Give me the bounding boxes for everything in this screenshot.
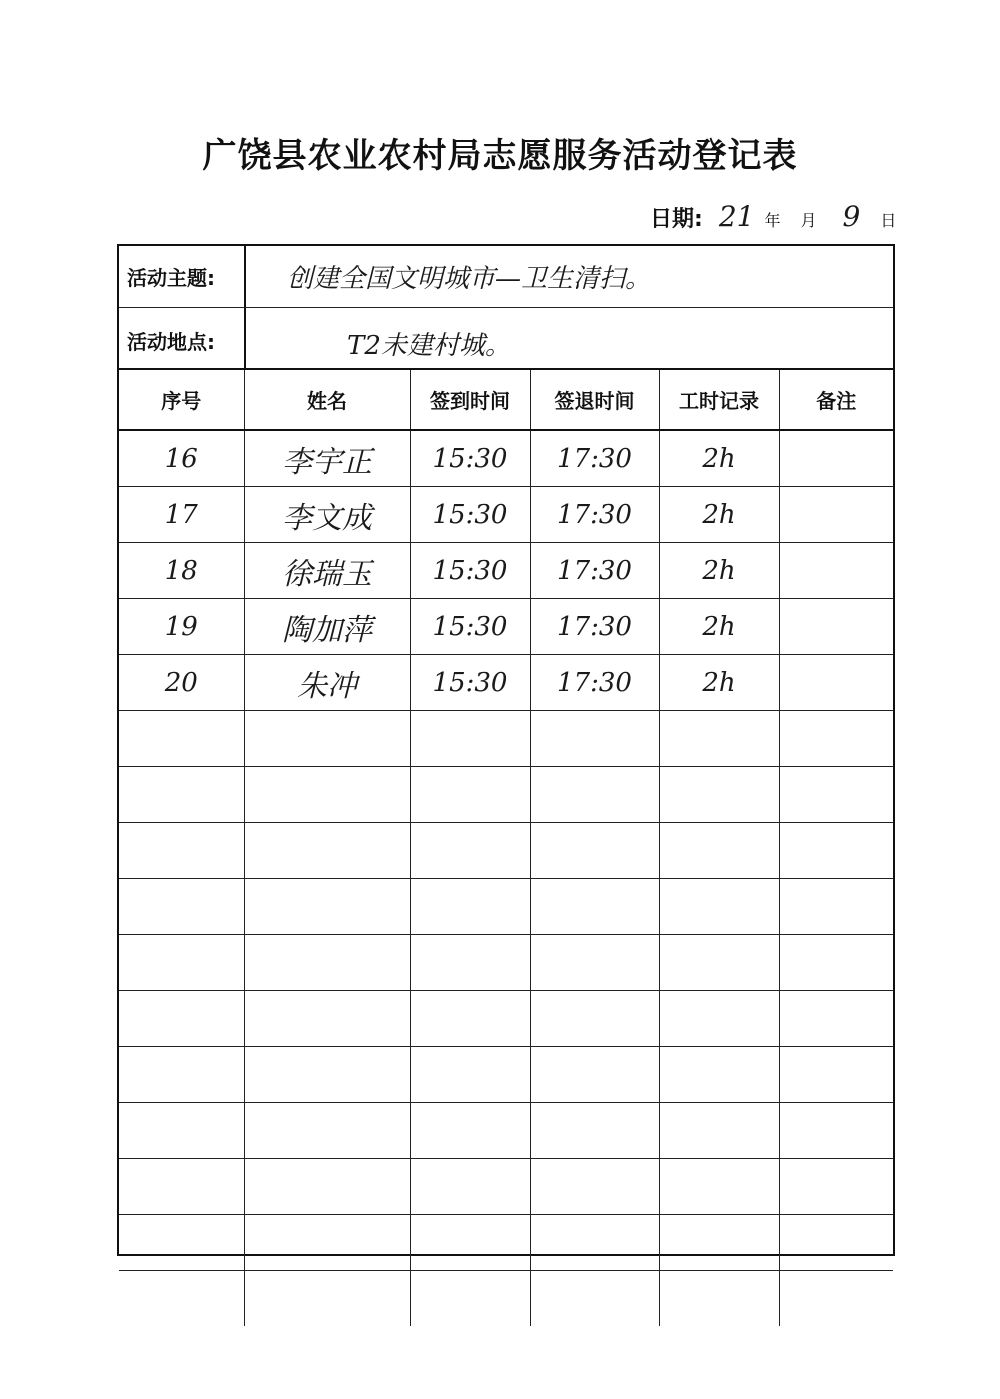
remark-cell[interactable]: [779, 823, 893, 879]
sign-in-cell[interactable]: [410, 879, 530, 935]
table-body: [119, 430, 893, 1326]
sign-out-cell[interactable]: 17:30: [530, 599, 659, 655]
sign-out-cell[interactable]: [530, 879, 659, 935]
row-number-cell[interactable]: [119, 1047, 244, 1103]
remark-cell[interactable]: [779, 1103, 893, 1159]
remark-cell[interactable]: [779, 879, 893, 935]
name-cell[interactable]: [244, 935, 410, 991]
activity-location-label: 活动地点:: [119, 308, 246, 368]
remark-cell[interactable]: [779, 991, 893, 1047]
sign-out-cell[interactable]: [530, 1159, 659, 1215]
table-row: [119, 655, 893, 711]
date-year-unit: 年: [764, 211, 781, 230]
sign-out-cell[interactable]: 17:30: [530, 543, 659, 599]
sign-in-cell[interactable]: 15:30: [410, 487, 530, 543]
date-label: 日期:: [650, 207, 703, 232]
sign-out-cell[interactable]: [530, 1103, 659, 1159]
sign-out-cell[interactable]: [530, 991, 659, 1047]
sign-out-cell[interactable]: [530, 767, 659, 823]
table-row: [119, 1159, 893, 1215]
table-row: [119, 767, 893, 823]
activity-theme-value[interactable]: 创建全国文明城市—卫生清扫。: [287, 264, 652, 294]
sign-in-cell[interactable]: [410, 1271, 530, 1327]
name-cell[interactable]: 李宇正: [244, 430, 410, 487]
hours-cell[interactable]: 2h: [659, 430, 779, 487]
remark-cell[interactable]: [779, 430, 893, 487]
name-cell[interactable]: [244, 1215, 410, 1271]
remark-cell[interactable]: [779, 767, 893, 823]
name-cell[interactable]: [244, 1271, 410, 1327]
row-number-cell[interactable]: [119, 711, 244, 767]
volunteer-table: [119, 370, 893, 1326]
name-cell[interactable]: [244, 1047, 410, 1103]
date-row: [650, 200, 896, 240]
remark-cell[interactable]: [779, 1271, 893, 1327]
sign-in-cell[interactable]: [410, 823, 530, 879]
row-number-cell[interactable]: 16: [119, 430, 244, 487]
column-header-remark: 备注: [779, 370, 893, 430]
row-number-cell[interactable]: [119, 991, 244, 1047]
sign-out-cell[interactable]: [530, 1047, 659, 1103]
hours-cell[interactable]: [659, 991, 779, 1047]
name-cell[interactable]: [244, 1103, 410, 1159]
name-cell[interactable]: [244, 711, 410, 767]
hours-cell[interactable]: [659, 935, 779, 991]
row-number-cell[interactable]: [119, 1103, 244, 1159]
name-cell[interactable]: [244, 823, 410, 879]
row-number-cell[interactable]: [119, 1159, 244, 1215]
hours-cell[interactable]: [659, 1271, 779, 1327]
table-row: [119, 711, 893, 767]
sign-out-cell[interactable]: [530, 935, 659, 991]
sign-in-cell[interactable]: [410, 711, 530, 767]
sign-out-cell[interactable]: [530, 1215, 659, 1271]
row-number-cell[interactable]: [119, 823, 244, 879]
row-number-cell[interactable]: [119, 935, 244, 991]
hours-cell[interactable]: [659, 1047, 779, 1103]
sign-in-cell[interactable]: [410, 767, 530, 823]
sign-in-cell[interactable]: [410, 1047, 530, 1103]
column-header-sign-out: 签退时间: [530, 370, 659, 430]
name-cell[interactable]: [244, 879, 410, 935]
table-row: [119, 599, 893, 655]
remark-cell[interactable]: [779, 1215, 893, 1271]
hours-cell[interactable]: [659, 823, 779, 879]
hours-cell[interactable]: [659, 767, 779, 823]
remark-cell[interactable]: [779, 543, 893, 599]
row-number-cell[interactable]: 19: [119, 599, 244, 655]
sign-in-cell[interactable]: 15:30: [410, 543, 530, 599]
name-cell[interactable]: [244, 767, 410, 823]
name-cell[interactable]: 朱冲: [244, 655, 410, 711]
date-month-unit: 月: [800, 211, 817, 230]
sign-in-cell[interactable]: 15:30: [410, 599, 530, 655]
sign-out-cell[interactable]: 17:30: [530, 430, 659, 487]
sign-in-cell[interactable]: [410, 1215, 530, 1271]
registration-sheet: [117, 244, 895, 1256]
name-cell[interactable]: [244, 1159, 410, 1215]
hours-cell[interactable]: 2h: [659, 599, 779, 655]
hours-cell[interactable]: 2h: [659, 543, 779, 599]
row-number-cell[interactable]: [119, 1215, 244, 1271]
table-row: [119, 991, 893, 1047]
remark-cell[interactable]: [779, 487, 893, 543]
sign-out-cell[interactable]: [530, 823, 659, 879]
table-row: [119, 879, 893, 935]
column-header-no: 序号: [119, 370, 244, 430]
activity-theme-row: [119, 246, 893, 308]
row-number-cell[interactable]: [119, 1271, 244, 1327]
table-row: [119, 823, 893, 879]
table-row: [119, 487, 893, 543]
row-number-cell[interactable]: [119, 767, 244, 823]
hours-cell[interactable]: 2h: [659, 655, 779, 711]
table-row: [119, 430, 893, 487]
name-cell[interactable]: 徐瑞玉: [244, 543, 410, 599]
sign-in-cell[interactable]: [410, 935, 530, 991]
name-cell[interactable]: [244, 991, 410, 1047]
row-number-cell[interactable]: 17: [119, 487, 244, 543]
remark-cell[interactable]: [779, 655, 893, 711]
activity-location-row: [119, 308, 893, 370]
activity-location-value[interactable]: T2未建村城。: [347, 330, 511, 361]
form-title: 广饶县农业农村局志愿服务活动登记表: [202, 136, 798, 176]
table-row: [119, 935, 893, 991]
hours-cell[interactable]: [659, 1215, 779, 1271]
remark-cell[interactable]: [779, 711, 893, 767]
sign-out-cell[interactable]: [530, 1271, 659, 1327]
table-row: [119, 1215, 893, 1271]
sign-in-cell[interactable]: [410, 1159, 530, 1215]
sign-in-cell[interactable]: [410, 1103, 530, 1159]
hours-cell[interactable]: [659, 711, 779, 767]
hours-cell[interactable]: [659, 1103, 779, 1159]
row-number-cell[interactable]: 20: [119, 655, 244, 711]
hours-cell[interactable]: 2h: [659, 487, 779, 543]
name-cell[interactable]: 陶加萍: [244, 599, 410, 655]
date-month-value[interactable]: 9: [842, 200, 861, 233]
remark-cell[interactable]: [779, 599, 893, 655]
remark-cell[interactable]: [779, 1047, 893, 1103]
hours-cell[interactable]: [659, 879, 779, 935]
name-cell[interactable]: 李文成: [244, 487, 410, 543]
remark-cell[interactable]: [779, 935, 893, 991]
row-number-cell[interactable]: [119, 879, 244, 935]
row-number-cell[interactable]: 18: [119, 543, 244, 599]
sign-in-cell[interactable]: 15:30: [410, 655, 530, 711]
column-header-name: 姓名: [244, 370, 410, 430]
date-day-unit: 日: [880, 211, 897, 230]
table-header-row: [119, 370, 893, 430]
sign-in-cell[interactable]: [410, 991, 530, 1047]
date-year-value[interactable]: 21: [718, 200, 755, 233]
sign-in-cell[interactable]: 15:30: [410, 430, 530, 487]
sign-out-cell[interactable]: 17:30: [530, 487, 659, 543]
hours-cell[interactable]: [659, 1159, 779, 1215]
sign-out-cell[interactable]: 17:30: [530, 655, 659, 711]
table-row: [119, 1103, 893, 1159]
column-header-hours: 工时记录: [659, 370, 779, 430]
sign-out-cell[interactable]: [530, 711, 659, 767]
table-row: [119, 1271, 893, 1327]
remark-cell[interactable]: [779, 1159, 893, 1215]
table-row: [119, 543, 893, 599]
table-row: [119, 1047, 893, 1103]
column-header-sign-in: 签到时间: [410, 370, 530, 430]
activity-theme-label: 活动主题:: [119, 246, 246, 307]
